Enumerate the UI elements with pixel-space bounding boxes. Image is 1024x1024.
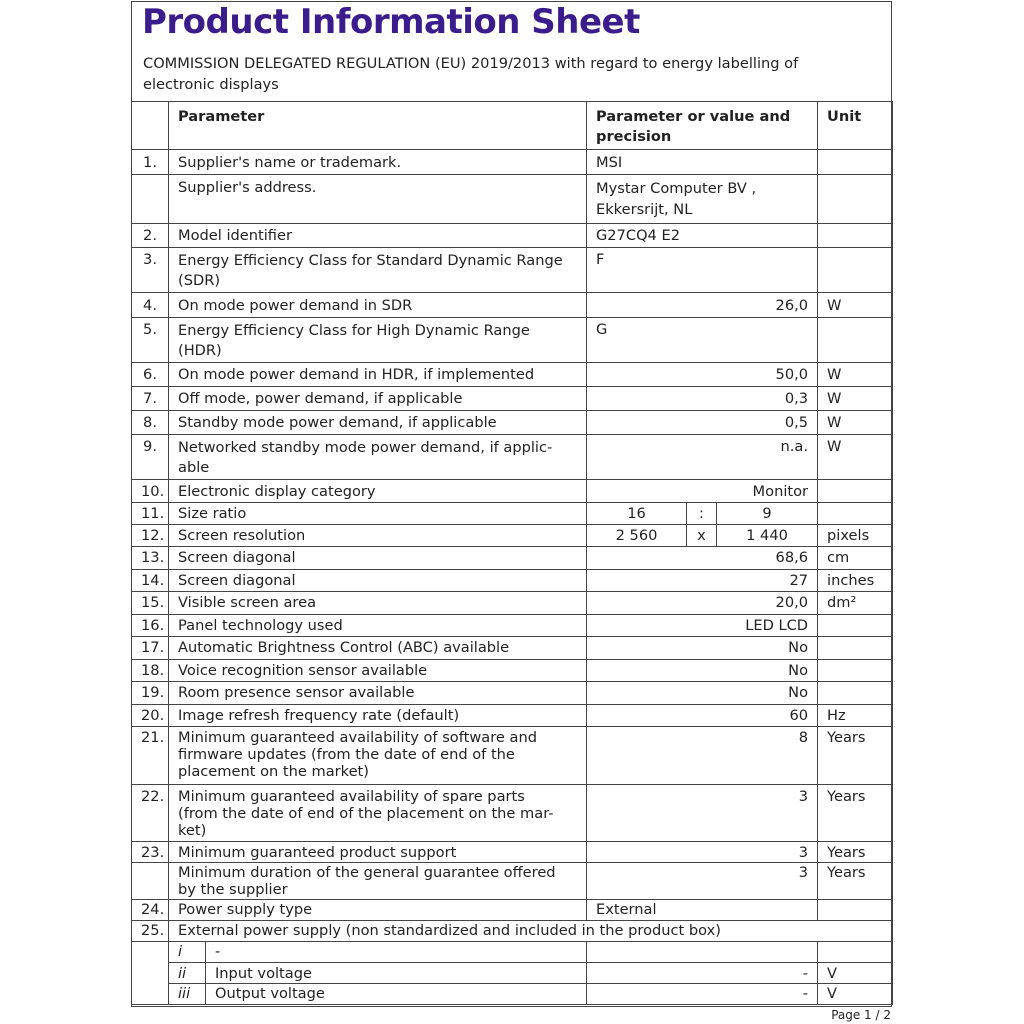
row-value: 60 [587,705,818,727]
ratio-width: 16 [587,503,687,525]
row-parameter: Output voltage [206,984,587,1005]
row-unit: Years [818,863,893,900]
sub-item-number: ii [169,963,206,984]
table-row [132,363,893,387]
row-number: 1. [132,150,169,175]
row-parameter: Energy Efficiency Class for Standard Dynamic Range (SDR) [169,248,587,293]
table-row [132,224,893,248]
table-row [132,660,893,682]
table-row [132,942,893,963]
row-unit [818,900,893,921]
header-unit: Unit [818,102,893,150]
row-value: 50,0 [587,363,818,387]
row-unit: V [818,963,893,984]
row-unit [818,942,893,963]
regulation-subtitle: COMMISSION DELEGATED REGULATION (EU) 2019/2013 with regard to energy labelling of electronic displays [143,55,799,93]
row-number: 7. [132,387,169,411]
row-unit [818,503,893,525]
row-parameter: Voice recognition sensor available [169,660,587,682]
row-number [132,942,169,963]
row-number: 24. [132,900,169,921]
row-number: 16. [132,615,169,637]
row-number: 21. [132,727,169,785]
row-value: MSI [587,150,818,175]
table-row [132,480,893,503]
row-value: 3 [587,785,818,842]
table-row [132,963,893,984]
row-unit: cm [818,547,893,570]
row-unit: Years [818,785,893,842]
row-value: 0,3 [587,387,818,411]
row-unit [818,480,893,503]
row-number: 18. [132,660,169,682]
row-unit: W [818,387,893,411]
row-number: 12. [132,525,169,547]
row-unit [818,682,893,705]
row-number [132,984,169,1005]
row-parameter: Image refresh frequency rate (default) [169,705,587,727]
row-parameter: Screen diagonal [169,547,587,570]
row-value: G [587,318,818,363]
row-parameter: Off mode, power demand, if applicable [169,387,587,411]
row-number [132,863,169,900]
row-unit: Hz [818,705,893,727]
table-row [132,293,893,318]
row-number: 22. [132,785,169,842]
row-number: 15. [132,592,169,615]
row-value: Mystar Computer BV , Ekkersrijt, NL [587,175,818,224]
row-number: 11. [132,503,169,525]
row-parameter: Panel technology used [169,615,587,637]
header-number [132,102,169,150]
table-row [132,785,893,842]
header-value: Parameter or value and precision [587,102,818,150]
row-value: n.a. [587,435,818,480]
row-parameter: Screen diagonal [169,570,587,592]
table-row [132,435,893,480]
row-parameter: Supplier's address. [169,175,587,224]
row-unit [818,175,893,224]
row-value: No [587,637,818,660]
row-number: 6. [132,363,169,387]
row-value: - [587,984,818,1005]
row-value: F [587,248,818,293]
row-parameter: Networked standby mode power demand, if applic-able [169,435,587,480]
sub-item-number: iii [169,984,206,1005]
row-unit: V [818,984,893,1005]
row-parameter: Minimum guaranteed availability of spare parts (from the date of end of the placement on the mar-ket) [169,785,587,842]
row-parameter: Electronic display category [169,480,587,503]
row-unit [818,150,893,175]
row-value: No [587,682,818,705]
table-row [132,984,893,1005]
row-parameter: External power supply (non standardized and included in the product box) [169,921,893,942]
row-value: 8 [587,727,818,785]
row-value: External [587,900,818,921]
row-value: 20,0 [587,592,818,615]
table-row [132,411,893,435]
page-title: Product Information Sheet [142,2,640,42]
row-number: 23. [132,842,169,863]
table-row [132,248,893,293]
ratio-height: 9 [717,503,818,525]
table-row [132,150,893,175]
table-row [132,863,893,900]
row-value: LED LCD [587,615,818,637]
table-row [132,503,893,525]
row-parameter: Minimum duration of the general guarantee offered by the supplier [169,863,587,900]
product-information-table [131,101,893,1005]
row-parameter: Visible screen area [169,592,587,615]
row-number: 13. [132,547,169,570]
row-parameter: Minimum guaranteed availability of software and firmware updates (from the date of end of the placement on the market) [169,727,587,785]
table-row [132,705,893,727]
table-row [132,921,893,942]
table-row [132,570,893,592]
table-header-row [132,102,893,150]
row-unit [818,318,893,363]
row-value: 3 [587,863,818,900]
row-value: 27 [587,570,818,592]
row-number: 8. [132,411,169,435]
row-parameter: Energy Efficiency Class for High Dynamic Range (HDR) [169,318,587,363]
table-row [132,900,893,921]
row-number: 20. [132,705,169,727]
resolution-width: 2 560 [587,525,687,547]
row-number: 25. [132,921,169,942]
row-unit: Years [818,727,893,785]
row-parameter: Automatic Brightness Control (ABC) available [169,637,587,660]
row-unit [818,637,893,660]
table-row [132,842,893,863]
row-parameter: Supplier's name or trademark. [169,150,587,175]
row-value: G27CQ4 E2 [587,224,818,248]
row-parameter: Room presence sensor available [169,682,587,705]
row-parameter: Size ratio [169,503,587,525]
row-unit [818,615,893,637]
row-number: 3. [132,248,169,293]
row-parameter: Input voltage [206,963,587,984]
row-number: 19. [132,682,169,705]
row-number [132,175,169,224]
row-parameter: Power supply type [169,900,587,921]
table-row [132,727,893,785]
row-value: 0,5 [587,411,818,435]
row-number: 10. [132,480,169,503]
row-value: 3 [587,842,818,863]
row-value: No [587,660,818,682]
row-unit: inches [818,570,893,592]
row-number: 14. [132,570,169,592]
resolution-separator: x [687,525,717,547]
row-unit: W [818,363,893,387]
row-value: Monitor [587,480,818,503]
row-number: 4. [132,293,169,318]
row-parameter: Minimum guaranteed product support [169,842,587,863]
table-row [132,175,893,224]
row-number [132,963,169,984]
row-value [587,942,818,963]
row-parameter: - [206,942,587,963]
row-unit: pixels [818,525,893,547]
page-number: Page 1 / 2 [831,1008,891,1022]
table-row [132,525,893,547]
table-row [132,318,893,363]
row-parameter: Screen resolution [169,525,587,547]
table-row [132,615,893,637]
row-parameter: Model identifier [169,224,587,248]
header-parameter: Parameter [169,102,587,150]
row-unit: W [818,293,893,318]
row-parameter: Standby mode power demand, if applicable [169,411,587,435]
row-value: - [587,963,818,984]
table-row [132,637,893,660]
row-unit: dm² [818,592,893,615]
row-value: 68,6 [587,547,818,570]
row-unit [818,660,893,682]
row-unit: W [818,411,893,435]
sub-item-number: i [169,942,206,963]
row-parameter: On mode power demand in HDR, if implemented [169,363,587,387]
resolution-height: 1 440 [717,525,818,547]
row-unit: W [818,435,893,480]
row-parameter: On mode power demand in SDR [169,293,587,318]
row-number: 9. [132,435,169,480]
row-unit: Years [818,842,893,863]
table-row [132,547,893,570]
row-number: 5. [132,318,169,363]
table-row [132,387,893,411]
table-row [132,682,893,705]
row-value: 26,0 [587,293,818,318]
ratio-separator: : [687,503,717,525]
row-number: 2. [132,224,169,248]
row-unit [818,224,893,248]
table-row [132,592,893,615]
row-unit [818,248,893,293]
row-number: 17. [132,637,169,660]
